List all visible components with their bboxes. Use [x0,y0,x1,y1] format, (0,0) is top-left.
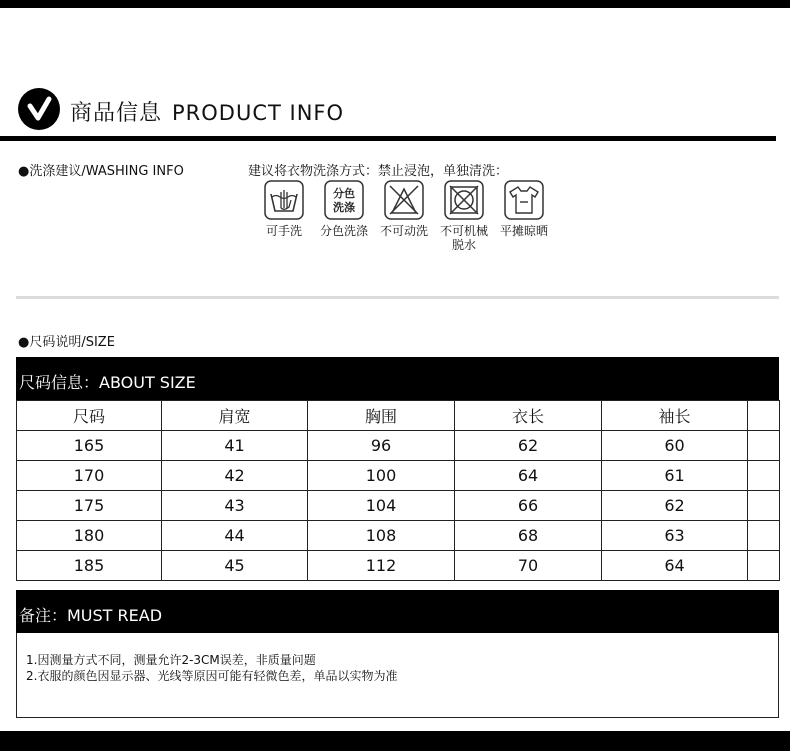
empty-cell [748,431,780,461]
notes-header-text: 备注：MUST READ [19,606,163,625]
brand-logo-icon [18,88,60,130]
table-cell: 64 [602,551,748,581]
column-header: 衣长 [455,401,602,431]
washing-info-label: ●洗涤建议/WASHING INFO [18,164,184,179]
table-cell: 68 [455,521,602,551]
hand-wash-icon [264,180,304,220]
care-caption: 可手洗 [265,224,302,238]
note-line: 1.因测量方式不同，测量允许2-3CM误差，非质量问题 [26,653,316,667]
table-cell: 112 [308,551,455,581]
section-divider [16,296,779,299]
column-header: 胸围 [308,401,455,431]
header-divider [0,136,776,141]
size-header-bar [16,357,779,400]
table-cell: 62 [455,431,602,461]
table-row [17,431,780,461]
table-cell: 70 [455,551,602,581]
table-cell: 108 [308,521,455,551]
care-item-no-machine-dry [432,180,496,252]
table-cell: 42 [162,461,308,491]
table-cell: 44 [162,521,308,551]
column-header: 袖长 [602,401,748,431]
table-cell: 66 [455,491,602,521]
table-cell: 63 [602,521,748,551]
care-caption: 平摊晾晒 [499,224,548,238]
table-cell: 165 [17,431,162,461]
table-cell: 61 [602,461,748,491]
notes-header-bar [16,590,779,633]
table-cell: 104 [308,491,455,521]
table-cell: 170 [17,461,162,491]
page-title [70,96,344,127]
care-caption: 分色洗涤 [319,224,368,238]
table-cell: 185 [17,551,162,581]
separate-wash-icon [324,180,364,220]
page-title-en: PRODUCT INFO [172,101,345,125]
page-title-cn: 商品信息 [70,101,163,126]
separate-wash-text-2: 洗涤 [333,201,355,214]
flat-dry-icon [504,180,544,220]
table-cell: 175 [17,491,162,521]
empty-cell [748,551,780,581]
note-line: 2.衣服的颜色因显示器、光线等原因可能有轻微色差，单品以实物为准 [26,669,398,683]
table-cell: 62 [602,491,748,521]
empty-cell [748,491,780,521]
table-cell: 96 [308,431,455,461]
top-bar [0,0,790,8]
table-cell: 43 [162,491,308,521]
table-cell: 100 [308,461,455,491]
table-row [17,491,780,521]
empty-cell [748,401,780,431]
table-row [17,461,780,491]
table-cell: 64 [455,461,602,491]
care-caption: 不可动洗 [379,224,428,238]
table-header-row [17,401,780,431]
no-machine-dry-icon [444,180,484,220]
table-row [17,551,780,581]
bottom-bar [0,731,790,751]
separate-wash-text-1: 分色 [333,187,355,200]
care-item-flat-dry [492,180,556,238]
care-item-hand-wash [252,180,316,238]
notes-body [16,633,779,718]
size-table [16,400,780,581]
care-item-no-tumble [372,180,436,238]
care-caption-line-1: 不可机械 [439,224,488,238]
no-tumble-icon [384,180,424,220]
size-label: ●尺码说明/SIZE [18,335,115,350]
care-icons [252,180,562,260]
table-cell: 180 [17,521,162,551]
table-cell: 45 [162,551,308,581]
table-cell: 41 [162,431,308,461]
column-header: 肩宽 [162,401,308,431]
care-caption-line-2: 脱水 [451,238,476,252]
column-header: 尺码 [17,401,162,431]
washing-instruction-note: 建议将衣物洗涤方式：禁止浸泡，单独清洗： [248,164,509,179]
table-row [17,521,780,551]
care-item-separate-wash [312,180,376,238]
care-caption [432,224,496,252]
size-header-text: 尺码信息：ABOUT SIZE [19,373,196,392]
empty-cell [748,521,780,551]
table-cell: 60 [602,431,748,461]
empty-cell [748,461,780,491]
